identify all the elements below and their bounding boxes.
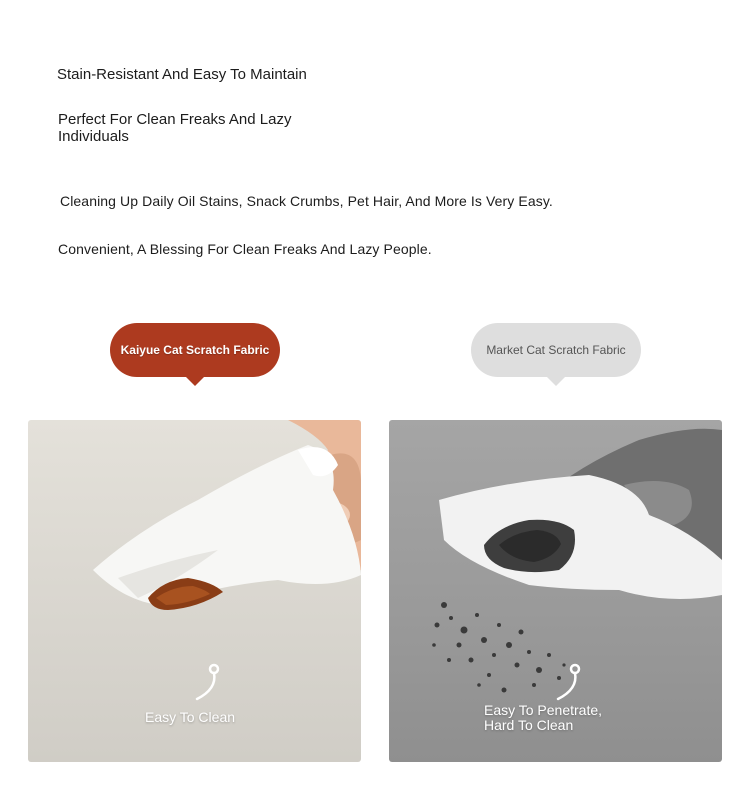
market-fabric-label-text: Market Cat Scratch Fabric — [486, 343, 626, 357]
kaiyue-fabric-photo — [28, 420, 361, 762]
headline-primary: Stain-Resistant And Easy To Maintain — [57, 66, 307, 83]
hard-to-clean-caption: Easy To Penetrate, Hard To Clean — [484, 702, 603, 733]
body-text-cleaning: Cleaning Up Daily Oil Stains, Snack Crumbs, Pet Hair, And More Is Very Easy. — [60, 193, 553, 209]
market-fabric-label — [471, 323, 641, 377]
pointer-icon — [554, 663, 584, 703]
easy-to-clean-caption: Easy To Clean — [145, 709, 236, 725]
body-text-convenient: Convenient, A Blessing For Clean Freaks And Lazy People. — [58, 241, 432, 257]
kaiyue-fabric-label-text: Kaiyue Cat Scratch Fabric — [120, 343, 270, 357]
headline-secondary: Perfect For Clean Freaks And Lazy Individuals — [58, 111, 292, 145]
pointer-icon — [193, 663, 223, 703]
kaiyue-fabric-label — [110, 323, 280, 377]
market-fabric-photo — [389, 420, 722, 762]
